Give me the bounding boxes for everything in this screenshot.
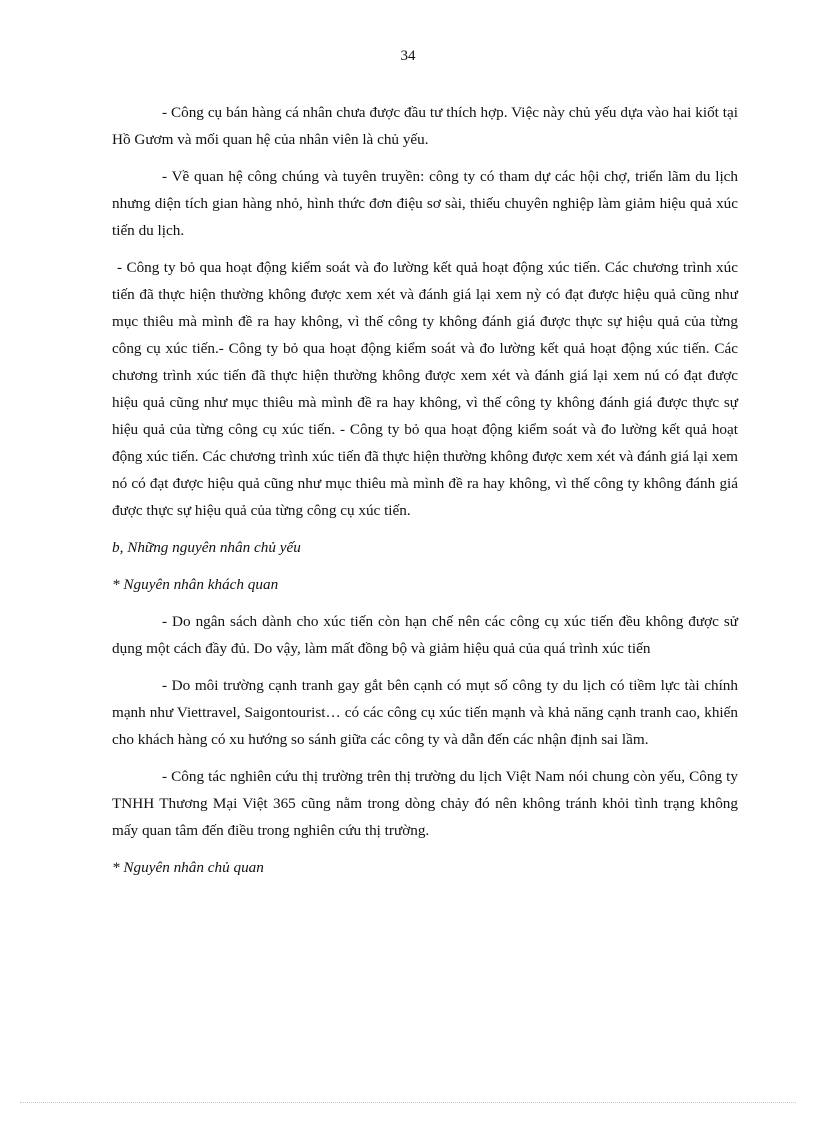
- document-body: [112, 99, 738, 891]
- paragraph-personal-selling: - Công cụ bán hàng cá nhân chưa được đầu tư thích hợp. Việc này chủ yếu dựa vào hai kiốt tại Hồ Gươm và mối quan hệ của nhân viên là chủ yếu.: [112, 104, 738, 148]
- page-bottom-border: [20, 1102, 796, 1103]
- paragraph-budget: - Do ngân sách dành cho xúc tiến còn hạn chế nên các công cụ xúc tiến đều không được sử dụng một cách đầy đủ. Do vậy, làm mất đồng bộ và giảm hiệu quả của quá trình xúc tiến: [112, 613, 738, 657]
- subheading-subjective-causes: * Nguyên nhân chủ quan: [112, 859, 264, 876]
- paragraph-control-measurement: - Công ty bỏ qua hoạt động kiểm soát và đo lường kết quả hoạt động xúc tiến. Các chương trình xúc tiến đã thực hiện thường không được xem xét và đánh giá lại xem nỳ có đạt được hiệu quả cũng như mục thiêu mà mình đề ra hay không, vì thế công ty không đánh giá được thực sự hiệu quả của từng công cụ xúc tiến.- Công ty bỏ qua hoạt động kiểm soát và đo lường kết quả hoạt động xúc tiến. Các chương trình xúc tiến đã thực hiện thường không được xem xét và đánh giá lại xem nú có đạt được hiệu quả cũng như mục thiêu mà mình đề ra hay không, vì thế công ty không đánh giá được thực sự hiệu quả của từng công cụ xúc tiến. - Công ty bỏ qua hoạt động kiểm soát và đo lường kết quả hoạt động xúc tiến. Các chương trình xúc tiến đã thực hiện thường không được xem xét và đánh giá lại xem nó có đạt được hiệu quả cũng như mục thiêu mà mình đề ra hay không, vì thế công ty không đánh giá được thực sự hiệu quả của từng công cụ xúc tiến.: [112, 259, 738, 519]
- paragraph-public-relations: - Về quan hệ công chúng và tuyên truyền: công ty có tham dự các hội chợ, triển lãm du lịch nhưng diện tích gian hàng nhỏ, hình thức đơn điệu sơ sài, thiếu chuyên nghiệp làm giảm hiệu quả xúc tiến du lịch.: [112, 168, 738, 239]
- page-number: 34: [400, 48, 416, 64]
- section-heading-main-causes: b, Những nguyên nhân chủ yếu: [112, 539, 301, 556]
- paragraph-competition: - Do môi trường cạnh tranh gay gắt bên cạnh có mụt số công ty du lịch có tiềm lực tài chính mạnh như Viettravel, Saigontourist… có các công cụ xúc tiến mạnh và khả năng cạnh tranh cao, khiến cho khách hàng có xu hướng so sánh giữa các công ty và dẫn đến các nhận định sai lầm.: [112, 677, 738, 748]
- paragraph-market-research: - Công tác nghiên cứu thị trường trên thị trường du lịch Việt Nam nói chung còn yếu, Công ty TNHH Thương Mại Việt 365 cũng nằm trong dòng chảy đó nên không tránh khỏi tình trạng không mấy quan tâm đến điều trong nghiên cứu thị trường.: [112, 768, 738, 839]
- subheading-objective-causes: * Nguyên nhân khách quan: [112, 576, 279, 593]
